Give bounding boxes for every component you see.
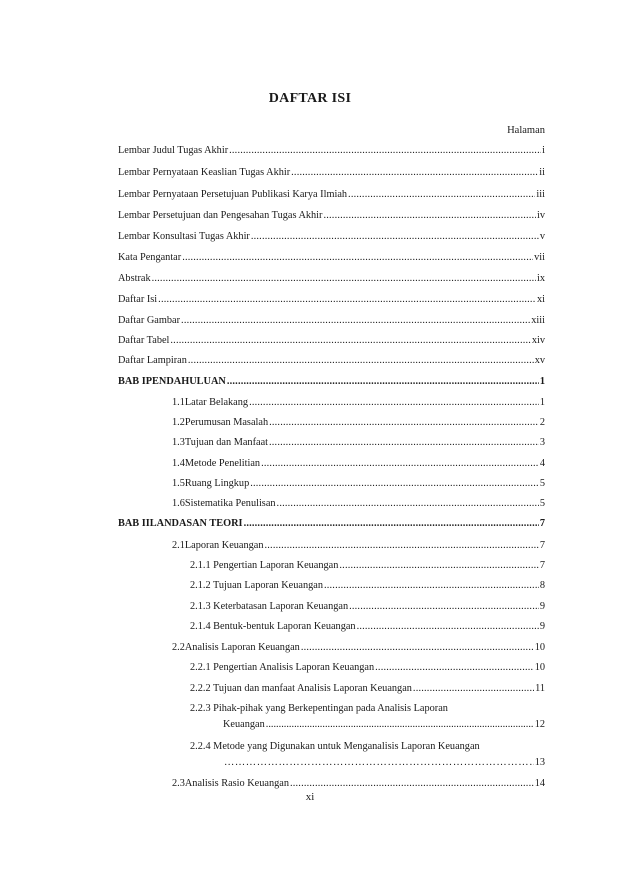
toc-entry-daftar-isi[interactable] xyxy=(118,293,545,306)
toc-entry-page: ii xyxy=(539,167,545,178)
toc-entry-page: iii xyxy=(536,189,545,200)
toc-entry-label: Lembar Konsultasi Tugas Akhir xyxy=(118,231,250,242)
leader-dots xyxy=(413,682,534,695)
leader-dots xyxy=(290,777,534,790)
subsection-title-line1: 2.2.3 Pihak-pihak yang Berkepentingan pada Analisis Laporan xyxy=(190,703,448,714)
section-number: 1.5 xyxy=(172,478,185,489)
toc-section-1-6[interactable] xyxy=(172,497,545,510)
section-number: 2.3 xyxy=(172,778,185,789)
subsection-title-line2: Keuangan xyxy=(223,719,265,730)
section-number: 1.6 xyxy=(172,498,185,509)
toc-entry-page: 14 xyxy=(534,778,545,789)
toc-section-1-4[interactable] xyxy=(172,457,545,470)
subsection-title: 2.1.4 Bentuk-bentuk Laporan Keuangan xyxy=(190,621,356,632)
section-title: Latar Belakang xyxy=(184,397,249,408)
subsection-title: 2.1.2 Tujuan Laporan Keuangan xyxy=(190,580,323,591)
toc-subsection-2-1-2[interactable] xyxy=(190,579,545,592)
toc-subsection-2-2-3[interactable] xyxy=(190,702,545,731)
leader-dots xyxy=(181,314,530,327)
leader-dots xyxy=(229,144,541,157)
toc-subsection-2-1-1[interactable] xyxy=(190,559,545,572)
toc-entry-page: 5 xyxy=(539,498,545,509)
leader-dots xyxy=(170,334,530,347)
leader-dots xyxy=(348,188,535,201)
toc-entry-persetujuan-pengesahan[interactable] xyxy=(118,209,545,222)
leader-dots xyxy=(227,375,539,388)
toc-entry-page: 2 xyxy=(539,417,545,428)
subsection-title: 2.1.1 Pengertian Laporan Keuangan xyxy=(190,560,339,571)
toc-entry-page: xiv xyxy=(531,335,545,346)
toc-subsection-2-1-4[interactable] xyxy=(190,620,545,633)
toc-entry-page: 8 xyxy=(539,580,545,591)
toc-entry-kata-pengantar[interactable] xyxy=(118,251,545,264)
toc-entry-page: vii xyxy=(534,252,545,263)
toc-entry-lembar-judul[interactable] xyxy=(118,144,545,157)
leader-dots xyxy=(301,641,534,654)
toc-entry-page: 9 xyxy=(539,601,545,612)
toc-entry-pernyataan-keaslian[interactable] xyxy=(118,166,545,179)
leader-dots xyxy=(277,497,539,510)
leader-dots xyxy=(158,293,536,306)
toc-entry-pernyataan-publikasi[interactable] xyxy=(118,188,545,201)
toc-entry-page: 12 xyxy=(534,719,545,730)
toc-entry-page: ix xyxy=(536,273,545,284)
toc-entry-page: 3 xyxy=(539,437,545,448)
leader-dots xyxy=(250,477,539,490)
toc-section-1-5[interactable] xyxy=(172,477,545,490)
leader-dots xyxy=(188,354,534,367)
toc-entry-page: 10 xyxy=(534,662,545,673)
toc-entry-page: xiii xyxy=(531,315,545,326)
chapter-number: BAB II xyxy=(118,518,150,529)
chapter-title: PENDAHULUAN xyxy=(145,376,226,387)
toc-section-1-1[interactable] xyxy=(172,396,545,409)
toc-subsection-2-2-2[interactable] xyxy=(190,682,545,695)
leader-dots xyxy=(269,436,539,449)
toc-entry-label: Abstrak xyxy=(118,273,151,284)
section-title: Laporan Keuangan xyxy=(184,540,264,551)
toc-entry-label: Daftar Gambar xyxy=(118,315,181,326)
leader-dots xyxy=(265,539,539,552)
toc-entry-page: 13 xyxy=(534,757,545,768)
toc-entry-page: 7 xyxy=(539,560,545,571)
toc-entry-daftar-tabel[interactable] xyxy=(118,334,545,347)
toc-subsection-2-1-3[interactable] xyxy=(190,600,545,613)
subsection-continuation xyxy=(190,756,545,769)
toc-section-2-3[interactable] xyxy=(172,777,545,790)
page-number-footer: xi xyxy=(305,791,315,803)
toc-subsection-2-2-4[interactable] xyxy=(190,740,545,769)
toc-entry-abstrak[interactable] xyxy=(118,272,545,285)
toc-chapter-bab-2[interactable] xyxy=(118,517,545,530)
toc-section-1-3[interactable] xyxy=(172,436,545,449)
leader-dots xyxy=(375,661,534,674)
leader-dots xyxy=(323,209,536,222)
leader-dots xyxy=(244,517,539,530)
toc-chapter-bab-1[interactable] xyxy=(118,375,545,388)
leader-dots xyxy=(251,230,539,243)
toc-entry-daftar-lampiran[interactable] xyxy=(118,354,545,367)
chapter-title: LANDASAN TEORI xyxy=(149,518,243,529)
section-number: 1.1 xyxy=(172,397,185,408)
leader-dots xyxy=(269,416,539,429)
leader-dots xyxy=(224,756,534,769)
section-number: 2.1 xyxy=(172,540,185,551)
toc-entry-label: Lembar Pernyataan Persetujuan Publikasi Karya Ilmiah xyxy=(118,189,348,200)
section-title: Analisis Laporan Keuangan xyxy=(184,642,300,653)
section-number: 1.2 xyxy=(172,417,185,428)
leader-dots xyxy=(291,166,538,179)
section-number: 1.3 xyxy=(172,437,185,448)
section-title: Metode Penelitian xyxy=(184,458,261,469)
leader-dots xyxy=(349,600,539,613)
toc-entry-daftar-gambar[interactable] xyxy=(118,314,545,327)
toc-entry-page: 1 xyxy=(539,397,545,408)
leader-dots xyxy=(266,718,534,731)
subsection-title: 2.1.3 Keterbatasan Laporan Keuangan xyxy=(190,601,349,612)
chapter-number: BAB I xyxy=(118,376,146,387)
leader-dots xyxy=(249,396,539,409)
toc-entry-label: Lembar Pernyataan Keaslian Tugas Akhir xyxy=(118,167,291,178)
toc-entry-page: 9 xyxy=(539,621,545,632)
leader-dots xyxy=(357,620,539,633)
toc-entry-page: 5 xyxy=(539,478,545,489)
toc-entry-label: Lembar Judul Tugas Akhir xyxy=(118,145,229,156)
subsection-title: 2.2.1 Pengertian Analisis Laporan Keuangan xyxy=(190,662,375,673)
leader-dots xyxy=(339,559,538,572)
section-title: Sistematika Penulisan xyxy=(184,498,276,509)
page-title: DAFTAR ISI xyxy=(268,91,352,106)
toc-entry-konsultasi[interactable] xyxy=(118,230,545,243)
section-number: 1.4 xyxy=(172,458,185,469)
leader-dots xyxy=(261,457,539,470)
toc-entry-page: iv xyxy=(536,210,545,221)
halaman-label: Halaman xyxy=(507,125,545,136)
toc-section-2-2[interactable] xyxy=(172,641,545,654)
section-number: 2.2 xyxy=(172,642,185,653)
section-title: Perumusan Masalah xyxy=(184,417,269,428)
toc-entry-page: v xyxy=(539,231,545,242)
section-title: Tujuan dan Manfaat xyxy=(184,437,268,448)
section-title: Ruang Lingkup xyxy=(184,478,250,489)
toc-entry-page: 7 xyxy=(539,518,545,529)
toc-entry-page: 7 xyxy=(539,540,545,551)
toc-entry-label: Kata Pengantar xyxy=(118,252,182,263)
toc-subsection-2-2-1[interactable] xyxy=(190,661,545,674)
toc-entry-label: Daftar Tabel xyxy=(118,335,170,346)
subsection-title: 2.2.2 Tujuan dan manfaat Analisis Laporan Keuangan xyxy=(190,683,412,694)
toc-entry-page: xv xyxy=(534,355,545,366)
section-title: Analisis Rasio Keuangan xyxy=(184,778,289,789)
toc-entry-page: 1 xyxy=(539,376,545,387)
subsection-title-line1: 2.2.4 Metode yang Digunakan untuk Menganalisis Laporan Keuangan xyxy=(190,741,480,752)
subsection-continuation xyxy=(190,718,545,731)
toc-entry-label: Daftar Isi xyxy=(118,294,158,305)
toc-section-1-2[interactable] xyxy=(172,416,545,429)
toc-entry-page: i xyxy=(542,145,545,156)
leader-dots xyxy=(182,251,533,264)
toc-entry-page: 4 xyxy=(539,458,545,469)
toc-entry-page: 11 xyxy=(535,683,545,694)
leader-dots xyxy=(324,579,539,592)
toc-entry-page: xi xyxy=(536,294,545,305)
toc-entry-label: Lembar Persetujuan dan Pengesahan Tugas Akhir xyxy=(118,210,323,221)
toc-entry-page: 10 xyxy=(534,642,545,653)
leader-dots xyxy=(152,272,536,285)
toc-section-2-1[interactable] xyxy=(172,539,545,552)
toc-entry-label: Daftar Lampiran xyxy=(118,355,187,366)
